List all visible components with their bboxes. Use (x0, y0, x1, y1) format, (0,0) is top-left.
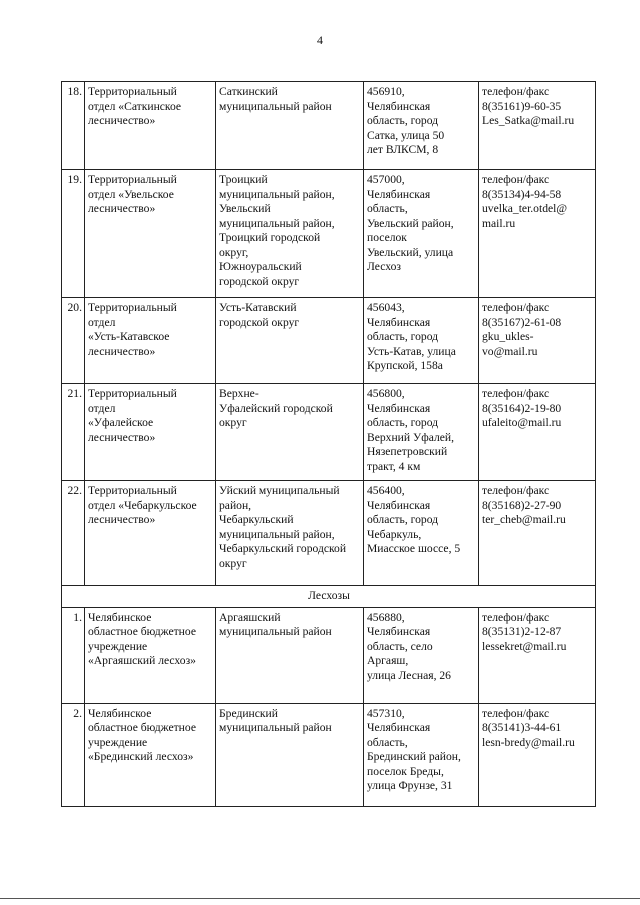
table-row (62, 298, 596, 384)
cell-text-line: учреждение (88, 639, 148, 653)
cell-text-line: Южноуральский (219, 260, 302, 273)
cell-text-line: телефон/факс (482, 484, 550, 497)
cell-text-line: Территориальный (88, 85, 177, 98)
cell-text-line: lesn-bredy@mail.ru (482, 735, 575, 749)
cell-text-line: область, город (367, 114, 439, 127)
cell-text-line: Троицкий (219, 173, 268, 186)
cell-text-line: Лесхоз (367, 260, 401, 273)
cell-text-line: муниципальный район (219, 721, 332, 734)
cell-text-line: поселок (367, 231, 407, 244)
cell-text-line: Челябинская (367, 99, 431, 113)
cell-text-line: 457310, (367, 706, 405, 720)
bottom-scan-edge (0, 898, 640, 899)
cell-text-line: 8(35167)2-61-08 (482, 315, 562, 329)
cell-text-line: Увельский (219, 202, 271, 215)
table-row (62, 607, 596, 703)
cell-text-line: Чебаркуль, (367, 527, 422, 541)
table-row (62, 82, 596, 170)
cell-text-line: Верхний Уфалей, (367, 430, 454, 444)
cell-address (364, 703, 479, 806)
cell-text-line: 8(35164)2-19-80 (482, 401, 562, 415)
cell-contact (479, 384, 596, 481)
cell-territory (216, 607, 364, 703)
cell-text-line: отдел «Чебаркульское (88, 498, 197, 512)
cell-text-line: отдел (88, 401, 116, 415)
cell-text-line: Территориальный (88, 173, 177, 186)
cell-text-line: поселок Бреды, (367, 764, 444, 778)
cell-territory (216, 703, 364, 806)
cell-num: 20. (62, 298, 85, 384)
cell-text-line: Аргаяшский (219, 610, 281, 624)
cell-territory (216, 82, 364, 170)
cell-contact (479, 82, 596, 170)
cell-text-line: vo@mail.ru (482, 344, 538, 358)
cell-text-line: муниципальный район (219, 99, 332, 113)
cell-text-line: муниципальный район, (219, 527, 335, 541)
cell-address (364, 384, 479, 481)
cell-text-line: Челябинская (367, 187, 431, 201)
cell-text-line: Аргаяш, (367, 654, 409, 667)
cell-text-line: Челябинское (88, 610, 152, 624)
cell-text-line: улица Лесная, 26 (367, 668, 451, 682)
cell-text-line: lessekret@mail.ru (482, 639, 567, 653)
cell-text-line: район, (219, 498, 252, 512)
cell-num: 18. (62, 82, 85, 170)
cell-num: 19. (62, 170, 85, 298)
cell-text-line: телефон/факс (482, 387, 550, 400)
cell-text-line: областное бюджетное (88, 721, 196, 734)
cell-name (85, 384, 216, 481)
cell-text-line: Челябинская (367, 498, 431, 512)
cell-text-line: Увельский, улица (367, 245, 454, 259)
cell-text-line: область, город (367, 416, 439, 429)
cell-name (85, 481, 216, 586)
cell-text-line: Брединский район, (367, 750, 461, 763)
cell-text-line: городской округ (219, 274, 300, 288)
cell-text-line: «Брединский лесхоз» (88, 750, 194, 763)
cell-text-line: Увельский район, (367, 216, 454, 230)
cell-text-line: телефон/факс (482, 706, 550, 720)
cell-text-line: Челябинское (88, 706, 152, 720)
cell-text-line: 8(35161)9-60-35 (482, 99, 562, 113)
cell-text-line: область, город (367, 330, 439, 343)
cell-text-line: телефон/факс (482, 610, 550, 624)
cell-name (85, 170, 216, 298)
cell-text-line: Уйский муниципальный (219, 484, 340, 497)
cell-contact (479, 170, 596, 298)
cell-text-line: Челябинская (367, 315, 431, 329)
cell-text-line: Территориальный (88, 301, 177, 314)
leshoz-section-header (62, 586, 596, 608)
cell-text-line: округ (219, 416, 247, 429)
cell-text-line: лесничество» (88, 344, 156, 358)
cell-name (85, 82, 216, 170)
cell-text-line: 456043, (367, 301, 405, 314)
cell-contact (479, 607, 596, 703)
cell-text-line: лесничество» (88, 114, 156, 127)
cell-text-line: Челябинская (367, 401, 431, 415)
cell-text-line: uvelka_ter.otdel@ (482, 202, 568, 215)
cell-text-line: отдел «Увельское (88, 187, 174, 201)
cell-text-line: Миасское шоссе, 5 (367, 542, 461, 555)
cell-text-line: телефон/факс (482, 173, 550, 186)
cell-text-line: Саткинский (219, 85, 278, 98)
cell-text-line: областное бюджетное (88, 625, 196, 638)
cell-territory (216, 170, 364, 298)
cell-text-line: область, город (367, 513, 439, 526)
cell-name (85, 703, 216, 806)
cell-text-line: 456910, (367, 85, 405, 98)
cell-text-line: улица Фрунзе, 31 (367, 779, 453, 792)
cell-territory (216, 481, 364, 586)
cell-text-line: тракт, 4 км (367, 459, 421, 473)
cell-text-line: 8(35168)2-27-90 (482, 498, 562, 512)
table-row (62, 170, 596, 298)
cell-text-line: лесничество» (88, 430, 156, 444)
cell-text-line: 456400, (367, 484, 405, 497)
cell-text-line: Сатка, улица 50 (367, 128, 445, 142)
cell-text-line: телефон/факс (482, 301, 550, 314)
cell-text-line: «Усть-Катавское (88, 330, 170, 343)
cell-text-line: ufaleito@mail.ru (482, 416, 562, 429)
cell-text-line: учреждение (88, 735, 148, 749)
cell-text-line: gku_ukles- (482, 330, 534, 343)
cell-text-line: Нязепетровский (367, 445, 448, 458)
section-title-leshozy: Лесхозы (62, 586, 596, 608)
cell-name (85, 298, 216, 384)
cell-text-line: отдел «Саткинское (88, 99, 182, 113)
cell-text-line: муниципальный район, (219, 187, 335, 201)
cell-num: 21. (62, 384, 85, 481)
table-row (62, 481, 596, 586)
cell-text-line: 8(35131)2-12-87 (482, 625, 562, 638)
cell-text-line: муниципальный район, (219, 216, 335, 230)
forestry-departments-rows (62, 82, 596, 586)
cell-address (364, 607, 479, 703)
cell-text-line: Территориальный (88, 387, 177, 400)
cell-text-line: городской округ (219, 315, 300, 329)
cell-text-line: лет ВЛКСМ, 8 (367, 143, 439, 156)
cell-text-line: округ (219, 556, 247, 570)
cell-text-line: ter_cheb@mail.ru (482, 513, 566, 526)
cell-text-line: лесничество» (88, 202, 156, 215)
cell-text-line: Верхне- (219, 387, 259, 400)
cell-num: 22. (62, 481, 85, 586)
cell-contact (479, 481, 596, 586)
cell-text-line: Троицкий городской (219, 231, 321, 244)
cell-name (85, 607, 216, 703)
cell-num: 1. (62, 607, 85, 703)
cell-num: 2. (62, 703, 85, 806)
cell-text-line: 456800, (367, 387, 405, 400)
cell-address (364, 82, 479, 170)
cell-text-line: телефон/факс (482, 85, 550, 98)
leshoz-rows (62, 607, 596, 806)
table-row (62, 703, 596, 806)
cell-text-line: лесничество» (88, 513, 156, 526)
cell-text-line: Les_Satka@mail.ru (482, 114, 575, 127)
cell-text-line: 457000, (367, 173, 405, 186)
cell-text-line: 456880, (367, 610, 405, 624)
cell-text-line: Усть-Катав, улица (367, 344, 456, 358)
table-row (62, 384, 596, 481)
cell-text-line: область, (367, 735, 408, 749)
cell-text-line: Крупской, 158а (367, 359, 443, 372)
cell-contact (479, 703, 596, 806)
cell-text-line: 8(35141)3-44-61 (482, 721, 562, 734)
cell-territory (216, 298, 364, 384)
page-number: 4 (317, 33, 323, 47)
cell-text-line: округ, (219, 245, 249, 259)
cell-text-line: Чебаркульский городской (219, 542, 347, 555)
cell-text-line: область, село (367, 639, 433, 653)
cell-text-line: Челябинская (367, 625, 431, 638)
cell-text-line: область, (367, 202, 408, 215)
cell-text-line: Чебаркульский (219, 513, 294, 526)
cell-address (364, 481, 479, 586)
cell-text-line: Территориальный (88, 484, 177, 497)
cell-text-line: «Аргаяшский лесхоз» (88, 654, 196, 667)
forestry-register-table (61, 81, 596, 807)
cell-text-line: Брединский (219, 706, 278, 720)
cell-text-line: 8(35134)4-94-58 (482, 187, 562, 201)
cell-text-line: Уфалейский городской (219, 401, 333, 415)
cell-text-line: Челябинская (367, 721, 431, 734)
cell-text-line: отдел (88, 315, 116, 329)
cell-text-line: муниципальный район (219, 625, 332, 638)
cell-text-line: «Уфалейское (88, 416, 154, 429)
cell-text-line: Усть-Катавский (219, 301, 297, 314)
cell-address (364, 170, 479, 298)
cell-address (364, 298, 479, 384)
cell-contact (479, 298, 596, 384)
cell-territory (216, 384, 364, 481)
cell-text-line: mail.ru (482, 216, 516, 230)
